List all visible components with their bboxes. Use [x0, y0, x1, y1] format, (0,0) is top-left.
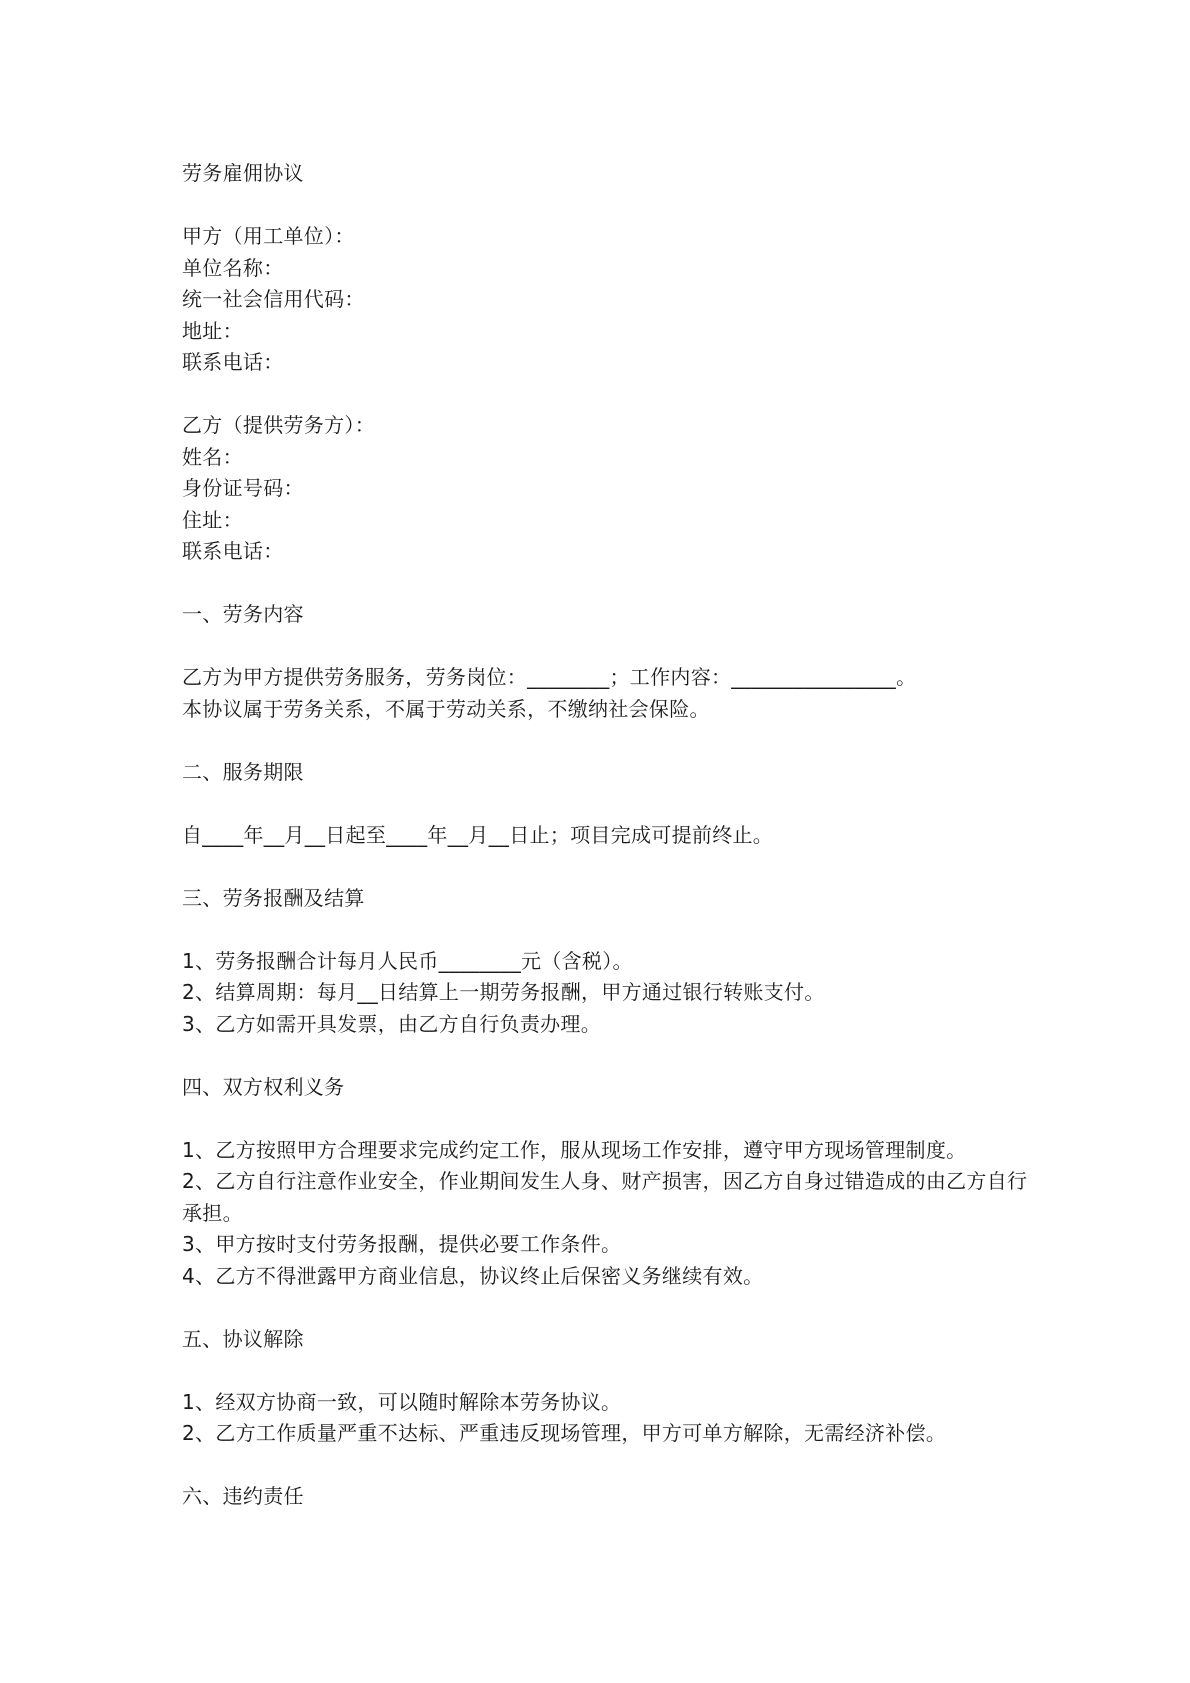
section-rights-obligations	[182, 1072, 1032, 1293]
section-service-content	[182, 599, 1032, 725]
party-b-field-phone: 联系电话：	[182, 539, 284, 563]
party-b-heading: 乙方（提供劳务方）：	[182, 413, 375, 437]
party-b-field-id-number: 身份证号码：	[182, 476, 304, 500]
section-paragraph: 本协议属于劳务关系，不属于劳动关系，不缴纳社会保险。	[182, 696, 710, 721]
section-paragraph: 4、乙方不得泄露甲方商业信息，协议终止后保密义务继续有效。	[182, 1263, 764, 1288]
section-liability	[182, 1481, 1032, 1513]
party-b-block	[182, 410, 1032, 568]
section-paragraph: 乙方为甲方提供劳务服务，劳务岗位：________；工作内容：________________。	[182, 665, 917, 689]
spacer	[182, 631, 1032, 663]
party-b-field-address: 住址：	[182, 507, 243, 532]
section-heading: 六、违约责任	[182, 1484, 304, 1508]
spacer	[182, 851, 1032, 883]
section-heading: 五、协议解除	[182, 1326, 304, 1351]
spacer	[182, 914, 1032, 946]
spacer	[182, 788, 1032, 820]
party-a-field-phone: 联系电话：	[182, 350, 284, 374]
section-heading: 一、劳务内容	[182, 602, 304, 626]
section-paragraph: 3、乙方如需开具发票，由乙方自行负责办理。	[182, 1011, 602, 1036]
section-paragraph: 3、甲方按时支付劳务报酬，提供必要工作条件。	[182, 1232, 622, 1256]
section-heading: 四、双方权利义务	[182, 1074, 345, 1099]
section-paragraph: 1、劳务报酬合计每月人民币________元（含税）。	[182, 948, 633, 973]
section-heading: 二、服务期限	[182, 759, 304, 784]
section-paragraph: 1、经双方协商一致，可以随时解除本劳务协议。	[182, 1389, 622, 1414]
section-paragraph: 2、乙方自行注意作业安全，作业期间发生人身、财产损害，因乙方自身过错造成的由乙方自行承担。	[182, 1169, 1028, 1225]
section-paragraph: 2、乙方工作质量严重不达标、严重违反现场管理，甲方可单方解除，无需经济补偿。	[182, 1421, 947, 1445]
spacer	[182, 1450, 1032, 1482]
document-body	[182, 158, 1032, 1513]
spacer	[182, 379, 1032, 411]
spacer	[182, 1292, 1032, 1324]
document-title: 劳务雇佣协议	[182, 161, 304, 185]
party-a-field-credit-code: 统一社会信用代码：	[182, 287, 365, 311]
spacer	[182, 1103, 1032, 1135]
party-a-field-address: 地址：	[182, 318, 243, 343]
section-paragraph: 2、结算周期：每月__日结算上一期劳务报酬，甲方通过银行转账支付。	[182, 980, 825, 1004]
spacer	[182, 1355, 1032, 1387]
section-remuneration	[182, 883, 1032, 1041]
spacer	[182, 568, 1032, 600]
section-service-term	[182, 757, 1032, 852]
party-a-block	[182, 221, 1032, 379]
spacer	[182, 1040, 1032, 1072]
party-a-field-name: 单位名称：	[182, 255, 284, 280]
section-paragraph: 1、乙方按照甲方合理要求完成约定工作，服从现场工作安排，遵守甲方现场管理制度。	[182, 1137, 967, 1162]
section-termination	[182, 1324, 1032, 1450]
party-a-heading: 甲方（用工单位）：	[182, 224, 355, 248]
section-heading: 三、劳务报酬及结算	[182, 885, 365, 910]
spacer	[182, 190, 1032, 222]
section-paragraph: 自____年__月__日起至____年__月__日止；项目完成可提前终止。	[182, 822, 774, 847]
spacer	[182, 725, 1032, 757]
party-b-field-name: 姓名：	[182, 444, 243, 469]
